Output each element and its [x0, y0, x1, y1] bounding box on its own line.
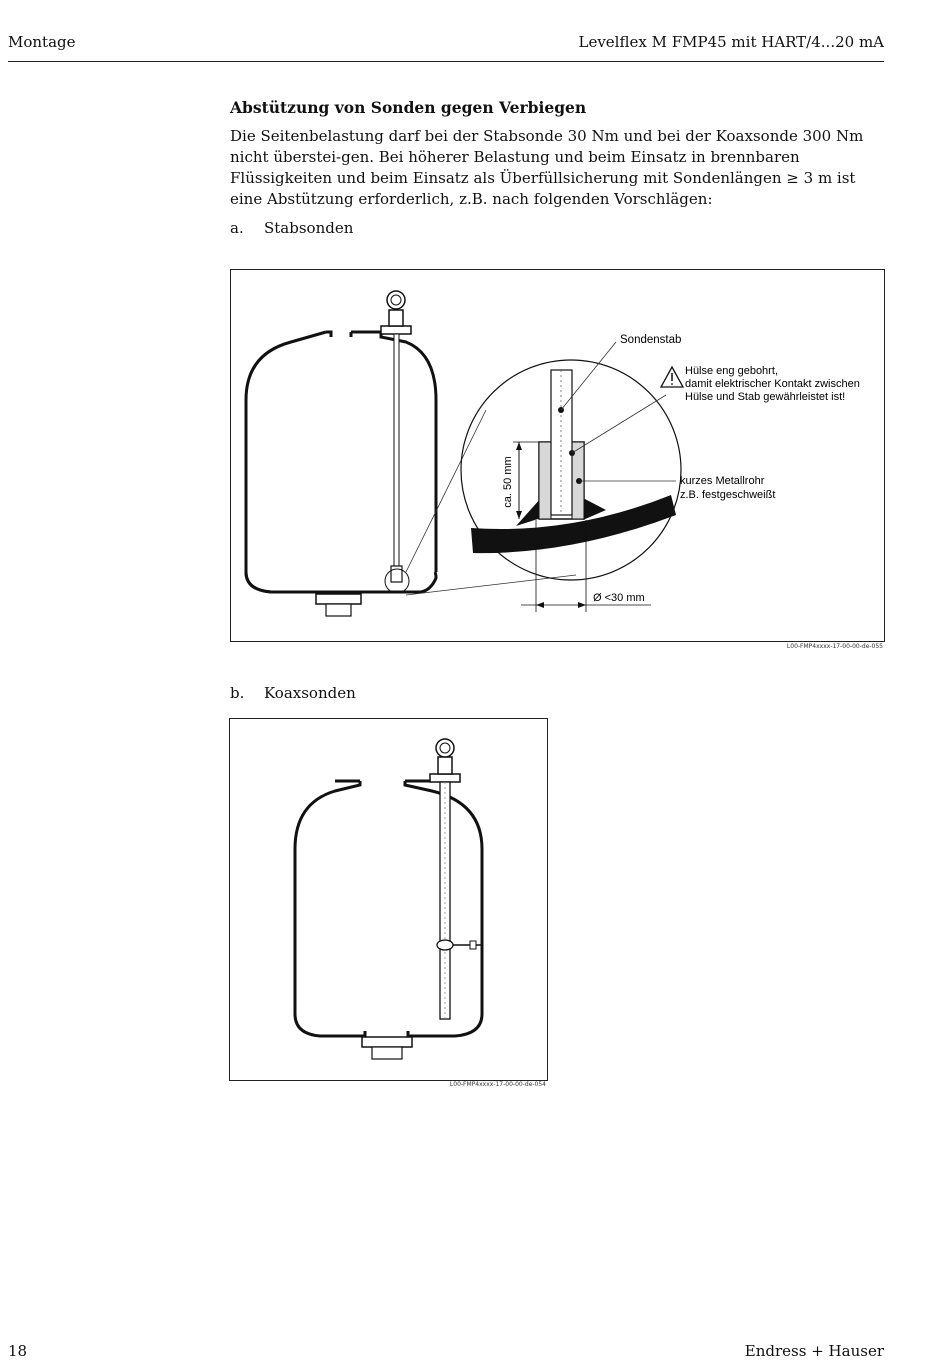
- warning-line-2: damit elektrischer Kontakt zwischen: [685, 378, 860, 390]
- list-item-text: Stabsonden: [264, 219, 354, 237]
- koaxsonde-diagram: [230, 719, 547, 1080]
- list-item-label: b.: [230, 684, 245, 702]
- list-item-text: Koaxsonden: [264, 684, 356, 702]
- warning-line-3: Hülse und Stab gewährleistet ist!: [685, 391, 846, 403]
- figure-stabsonden: [230, 269, 885, 642]
- figure-a-id: L00-FMP4xxxx-17-00-00-de-055: [786, 643, 883, 650]
- stabsonde-diagram: [231, 270, 884, 641]
- list-item-label: a.: [230, 219, 244, 237]
- page-header: [8, 33, 884, 62]
- header-product: Levelflex M FMP45 mit HART/4...20 mA: [578, 33, 884, 51]
- warning-line-1: Hülse eng gebohrt,: [685, 365, 778, 377]
- label-metallrohr-2: z.B. festgeschweißt: [680, 489, 776, 501]
- footer-brand: Endress + Hauser: [744, 1342, 884, 1360]
- label-sondenstab: Sondenstab: [620, 334, 682, 346]
- list-item-a: [230, 219, 353, 237]
- tank-outline-left: [246, 332, 436, 592]
- tank-outline-left: [295, 781, 365, 1036]
- figure-b-id: L00-FMP4xxxx-17-00-00-de-054: [449, 1081, 546, 1088]
- main-content: [230, 98, 885, 210]
- dim-height-label: ca. 50 mm: [502, 456, 514, 508]
- list-item-b: [230, 684, 356, 702]
- label-metallrohr-1: kurzes Metallrohr: [680, 475, 765, 487]
- page-number: 18: [8, 1342, 28, 1360]
- figure-koaxsonden: [229, 718, 548, 1081]
- header-section: Montage: [8, 33, 76, 51]
- dim-diameter-label: Ø <30 mm: [593, 592, 645, 604]
- body-paragraph: Die Seitenbelastung darf bei der Stabsonde 30 Nm und bei der Koaxsonde 300 Nm nicht überstei-gen. Bei höherer Belastung und beim Einsatz in brennbaren Flüssigkeiten und beim Einsatz als Überfüllsicherung mit Sondenlängen ≥ 3 m ist eine Abstützung erforderlich, z.B. nach folgenden Vorschlägen:: [230, 127, 864, 208]
- section-heading: Abstützung von Sonden gegen Verbiegen: [230, 98, 587, 117]
